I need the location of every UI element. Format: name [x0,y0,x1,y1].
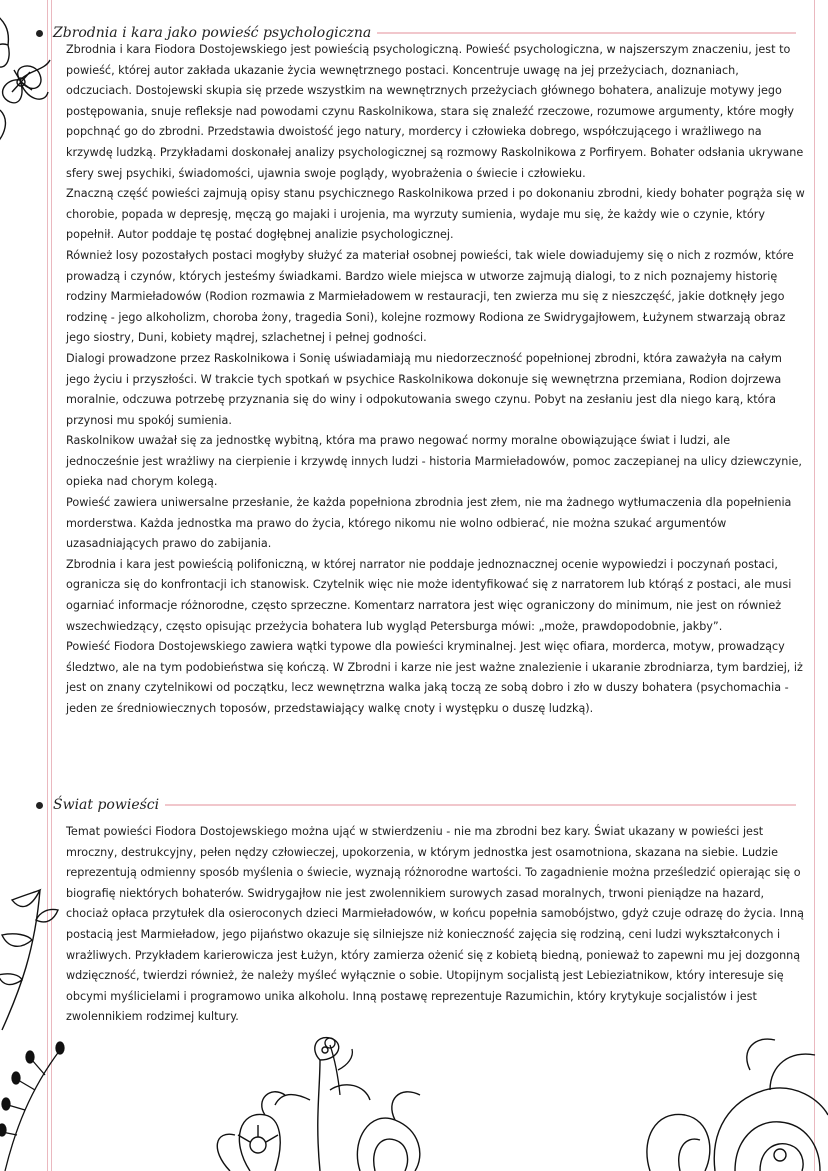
paragraph: Raskolnikow uważał się za jednostkę wybitną, która ma prawo negować normy moralne obowiązujące świat i ludzi, ale jednocześnie jest wrażliwy na cierpienie i krzywdę innych ludzi - historia Marmieładowów, pomoc zaczepianej na ulicy dziewczynie, opieka nad chorym kolegą. [66,434,802,489]
paragraph: Powieść Fiodora Dostojewskiego zawiera wątki typowe dla powieści kryminalnej. Jest więc ofiara, morderca, motyw, prowadzący śledztwo, ale na tym podobieństwa się kończą. W Zbrodni i karze nie jest ważne znalezienie i ukaranie zbrodniarza, tym bardziej, iż jest on znany czytelnikowi od początku, lecz wewnętrzna walka jaką toczą ze sobą dobro i zło w duszy bohatera (psychomachia - jeden ze średniowiecznych toposów, przedstawiający walkę cnoty i występku o duszę ludzką). [66,640,803,715]
flower-icon [320,1035,360,1095]
section-body [66,822,806,1028]
paragraph: Dialogi prowadzone przez Raskolnikowa i Sonię uświadamiają mu niedorzeczność popełnionej zbrodni, która zaważyła na całym jego życiu i przyszłości. W trakcie tych spotkań w psychice Raskolnikowa dokonuje się wewnętrzna przemiana, Rodion dojrzewa moralnie, odczuwa potrzebę przyznania się do winy i odpokutowania swego czynu. Pobyt na zesłaniu jest dla niego karą, która przynosi mu spokój sumienia. [66,351,782,427]
paragraph: Powieść zawiera uniwersalne przesłanie, że każda popełniona zbrodnia jest złem, nie ma żadnego wytłumaczenia dla popełnienia morderstwa. Każda jednostka ma prawo do życia, którego nikomu nie wolno odbierać, nie można szukać argumentów uzasadniających prawo do zabijania. [66,496,792,551]
paragraph: Zbrodnia i kara Fiodora Dostojewskiego jest powieścią psychologiczną. Powieść psychologiczna, w najszerszym znaczeniu, jest to powieść, której autor zakłada ukazanie życia wewnętrznego postaci. Koncentruje uwagę na jej przeżyciach, doznaniach, odczuciach. Dostojewski skupia się przede wszystkim na wewnętrznych przeżyciach głównego bohatera, analizuje motywy jego postępowania, snuje refleksje nad powodami czynu Raskolnikowa, stara się znaleźć rzeczowe, rozumowe argumenty, które mogły popchnąć go do zbrodni. Przedstawia dwoistość jego natury, mordercy i człowieka dobrego, współczującego i wrażliwego na krzywdę ludzką. Przykładami doskonałej analizy psychologicznej są rozmowy Raskolnikowa z Porfiryem. Bohater odsłania ukrywane sfery swej psychiki, świadomości, ujawnia swoje poglądy, wyobrażenia o świecie i człowieku. [66,43,804,180]
section-body [66,40,806,720]
paragraph: Znaczną część powieści zajmują opisy stanu psychicznego Raskolnikowa przed i po dokonaniu zbrodni, kiedy bohater pogrąża się w chorobie, popada w depresję, męczą go majaki i urojenia, ma wyrzuty sumienia, wydaje mu się, że każdy wie o czynie, który popełnił. Autor poddaje tę postać dogłębnej analizie psychologicznej. [66,187,805,242]
flower-icon [620,1030,828,1171]
section-header [36,25,796,41]
margin-line-right [814,0,815,1171]
paragraph: Temat powieści Fiodora Dostojewskiego można ująć w stwierdzeniu - nie ma zbrodni bez kary. Świat ukazany w powieści jest mroczny, destrukcyjny, pełen nędzy człowieczej, upokorzenia, w którym jednostka jest osamotniona, skazana na siebie. Ludzie reprezentują odmienny sposób myślenia o świecie, wyznają różnorodne wartości. To zagadnienie można prześledzić opierając się o biografię niektórych bohaterów. Swidrygajłow nie jest zwolennikiem surowych zasad moralnych, trwoni pieniądze na hazard, chociaż opłaca przytułek dla osieroconych dzieci Marmieładowów, w końcu popełnia samobójstwo, gdyż czuje odrazę do życia. Inną postacią jest Marmieładow, jego pijaństwo okazuje się silniejsze niż konieczność zajęcia się rodziną, ceni ludzi wykształconych i wrażliwych. Przykładem karierowicza jest Łużyn, który zamierza ożenić się z kobietą biedną, ponieważ to zapewni mu jej dozgonną wdzięczność, twierdzi również, że należy myśleć wyłącznie o sobie. Utopijnym socjalistą jest Lebieziatnikow, który interesuje się obcymi myślicielami i programowo unika alkoholu. Inną postawę reprezentuje Razumichin, który krytykuje socjalistów i jest zwolennikiem rodzimej kultury. [66,825,804,1024]
bullet-icon [36,802,43,809]
bullet-icon [36,30,43,37]
berry-branch-icon [0,980,70,1171]
header-rule [377,32,796,34]
header-rule [165,804,796,806]
paragraph: Również losy pozostałych postaci mogłyby służyć za materiał osobnej powieści, tak wiele dowiadujemy się o nich z rozmów, które prowadzą i czynów, których jesteśmy świadkami. Bardzo wiele miejsca w utworze zajmują dialogi, to z nich poznajemy historię rodziny Marmieładowów (Rodion rozmawia z Marmieładowem w restauracji, ten zwierza mu się z nieszczęść, jakie dotknęły jego rodzinę - jego alkoholizm, choroba żony, tragedia Soni), kolejne rozmowy Rodiona ze Swidrygajłowem, Łużynem stwarzają obraz jego siostry, Duni, kobiety mądrej, szlachetnej i pełnej godności. [66,248,794,345]
section-title: Zbrodnia i kara jako powieść psychologiczna [53,25,372,41]
paragraph: Zbrodnia i kara jest powieścią polifoniczną, w której narrator nie poddaje jednoznacznej ocenie wypowiedzi i poczynań postaci, ogranicza się do konfrontacji ich stanowisk. Czytelnik więc nie może identyfikować się z narratorem lub którąś z postaci, ale musi ogarniać informacje różnorodne, często sprzeczne. Komentarz narratora jest więc ograniczony do minimum, nie jest on również wszechwiedzący, często opisując przeżycia bohatera lub wygląd Petersburga mówi: „może, prawdopodobnie, jakby”. [66,557,792,633]
flower-icon [0,0,52,150]
section-title: Świat powieści [53,797,160,813]
section-header [36,797,796,813]
